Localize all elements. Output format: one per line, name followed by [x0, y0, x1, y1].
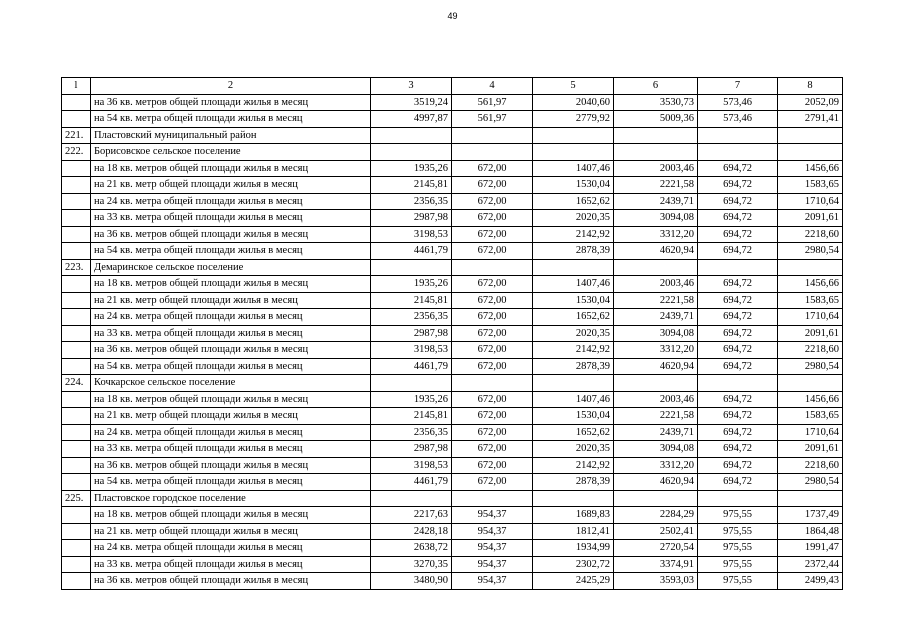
row-label-cell: на 24 кв. метра общей площади жилья в месяц [91, 540, 371, 557]
value-cell-col-5: 2302,72 [533, 556, 614, 573]
table-row [62, 193, 843, 210]
row-label-cell: Борисовское сельское поселение [91, 144, 371, 161]
value-cell-col-5: 2040,60 [533, 94, 614, 111]
value-cell-col-4: 672,00 [452, 342, 533, 359]
value-cell-col-5: 2020,35 [533, 441, 614, 458]
row-label-cell: на 36 кв. метров общей площади жилья в месяц [91, 94, 371, 111]
table-row [62, 424, 843, 441]
value-cell-col-8: 2980,54 [778, 474, 843, 491]
value-cell-col-7 [698, 259, 778, 276]
value-cell-col-3: 3198,53 [371, 342, 452, 359]
table-row [62, 540, 843, 557]
row-number-cell [62, 391, 91, 408]
value-cell-col-5: 1652,62 [533, 309, 614, 326]
row-number-cell [62, 457, 91, 474]
value-cell-col-7: 975,55 [698, 507, 778, 524]
row-label-cell: на 21 кв. метр общей площади жилья в месяц [91, 408, 371, 425]
value-cell-col-7: 975,55 [698, 556, 778, 573]
value-cell-col-4: 672,00 [452, 457, 533, 474]
value-cell-col-8: 2091,61 [778, 210, 843, 227]
value-cell-col-8 [778, 490, 843, 507]
value-cell-col-4: 672,00 [452, 408, 533, 425]
value-cell-col-4: 672,00 [452, 276, 533, 293]
row-number-cell [62, 424, 91, 441]
row-number-cell [62, 243, 91, 260]
table-row [62, 111, 843, 128]
value-cell-col-7 [698, 490, 778, 507]
value-cell-col-4: 672,00 [452, 441, 533, 458]
row-number-cell [62, 94, 91, 111]
row-label-cell: на 24 кв. метра общей площади жилья в месяц [91, 309, 371, 326]
value-cell-col-5: 1689,83 [533, 507, 614, 524]
table-row [62, 441, 843, 458]
value-cell-col-8: 2218,60 [778, 342, 843, 359]
value-cell-col-6 [614, 127, 698, 144]
value-cell-col-5: 2142,92 [533, 457, 614, 474]
value-cell-col-5: 2142,92 [533, 342, 614, 359]
table-row [62, 309, 843, 326]
value-cell-col-6: 5009,36 [614, 111, 698, 128]
value-cell-col-5: 2425,29 [533, 573, 614, 590]
table-row [62, 177, 843, 194]
row-label-cell: на 24 кв. метра общей площади жилья в месяц [91, 193, 371, 210]
row-number-cell [62, 408, 91, 425]
row-label-cell: на 18 кв. метров общей площади жилья в месяц [91, 276, 371, 293]
section-row [62, 127, 843, 144]
value-cell-col-8: 2218,60 [778, 226, 843, 243]
row-number-cell [62, 160, 91, 177]
table-row [62, 358, 843, 375]
value-cell-col-3: 2987,98 [371, 325, 452, 342]
table-row [62, 243, 843, 260]
table-row [62, 292, 843, 309]
value-cell-col-4: 672,00 [452, 243, 533, 260]
value-cell-col-8: 2218,60 [778, 457, 843, 474]
row-number-cell [62, 292, 91, 309]
row-number-cell [62, 111, 91, 128]
value-cell-col-6: 3593,03 [614, 573, 698, 590]
value-cell-col-4: 954,37 [452, 573, 533, 590]
column-header-3: 3 [371, 78, 452, 95]
value-cell-col-8: 1583,65 [778, 408, 843, 425]
value-cell-col-7: 694,72 [698, 325, 778, 342]
value-cell-col-4: 672,00 [452, 177, 533, 194]
value-cell-col-3: 3198,53 [371, 226, 452, 243]
row-label-cell: на 33 кв. метра общей площади жилья в месяц [91, 441, 371, 458]
value-cell-col-5: 2020,35 [533, 325, 614, 342]
section-row [62, 259, 843, 276]
value-cell-col-3 [371, 490, 452, 507]
table-row [62, 342, 843, 359]
value-cell-col-4 [452, 127, 533, 144]
value-cell-col-7: 694,72 [698, 226, 778, 243]
value-cell-col-6: 3094,08 [614, 441, 698, 458]
value-cell-col-7: 694,72 [698, 160, 778, 177]
value-cell-col-3 [371, 375, 452, 392]
table-row [62, 160, 843, 177]
value-cell-col-7: 694,72 [698, 210, 778, 227]
value-cell-col-4: 954,37 [452, 523, 533, 540]
value-cell-col-7: 694,72 [698, 441, 778, 458]
value-cell-col-4: 672,00 [452, 292, 533, 309]
value-cell-col-5: 2878,39 [533, 358, 614, 375]
row-number-cell [62, 210, 91, 227]
value-cell-col-5: 2779,92 [533, 111, 614, 128]
value-cell-col-8: 2052,09 [778, 94, 843, 111]
value-cell-col-6: 2720,54 [614, 540, 698, 557]
value-cell-col-6: 2439,71 [614, 309, 698, 326]
value-cell-col-5 [533, 490, 614, 507]
value-cell-col-3: 1935,26 [371, 160, 452, 177]
value-cell-col-3: 2145,81 [371, 408, 452, 425]
row-label-cell: на 36 кв. метров общей площади жилья в месяц [91, 226, 371, 243]
value-cell-col-8 [778, 375, 843, 392]
value-cell-col-7: 694,72 [698, 474, 778, 491]
row-label-cell: Демаринское сельское поселение [91, 259, 371, 276]
value-cell-col-3: 2217,63 [371, 507, 452, 524]
table-row [62, 391, 843, 408]
value-cell-col-6: 2284,29 [614, 507, 698, 524]
row-number-cell [62, 507, 91, 524]
value-cell-col-3 [371, 259, 452, 276]
value-cell-col-8 [778, 259, 843, 276]
value-cell-col-5: 1812,41 [533, 523, 614, 540]
table-row [62, 94, 843, 111]
value-cell-col-6: 3374,91 [614, 556, 698, 573]
value-cell-col-3: 3480,90 [371, 573, 452, 590]
row-label-cell: на 36 кв. метров общей площади жилья в месяц [91, 573, 371, 590]
row-label-cell: на 54 кв. метра общей площади жилья в месяц [91, 243, 371, 260]
value-cell-col-5 [533, 375, 614, 392]
value-cell-col-6: 2003,46 [614, 160, 698, 177]
row-number-cell [62, 556, 91, 573]
value-cell-col-6: 2221,58 [614, 177, 698, 194]
value-cell-col-8: 1583,65 [778, 177, 843, 194]
row-label-cell: на 54 кв. метра общей площади жилья в месяц [91, 111, 371, 128]
value-cell-col-3: 4461,79 [371, 474, 452, 491]
row-number-cell [62, 226, 91, 243]
value-cell-col-6 [614, 259, 698, 276]
value-cell-col-7: 694,72 [698, 408, 778, 425]
value-cell-col-5: 1934,99 [533, 540, 614, 557]
table-row [62, 276, 843, 293]
row-number-cell: 223. [62, 259, 91, 276]
value-cell-col-3: 1935,26 [371, 276, 452, 293]
row-number-cell [62, 358, 91, 375]
table-row [62, 474, 843, 491]
value-cell-col-5 [533, 259, 614, 276]
value-cell-col-6: 3094,08 [614, 325, 698, 342]
table-header [62, 78, 843, 95]
value-cell-col-7: 694,72 [698, 424, 778, 441]
value-cell-col-4: 561,97 [452, 94, 533, 111]
table-header-row [62, 78, 843, 95]
row-number-cell [62, 325, 91, 342]
row-number-cell [62, 177, 91, 194]
value-cell-col-3 [371, 127, 452, 144]
value-cell-col-8: 2091,61 [778, 441, 843, 458]
value-cell-col-7: 694,72 [698, 177, 778, 194]
row-label-cell: на 36 кв. метров общей площади жилья в месяц [91, 342, 371, 359]
value-cell-col-8: 1991,47 [778, 540, 843, 557]
value-cell-col-6 [614, 490, 698, 507]
row-label-cell: на 33 кв. метра общей площади жилья в месяц [91, 210, 371, 227]
table-row [62, 325, 843, 342]
row-number-cell [62, 193, 91, 210]
value-cell-col-4: 672,00 [452, 226, 533, 243]
rates-table [61, 77, 843, 590]
row-label-cell: Пластовское городское поселение [91, 490, 371, 507]
value-cell-col-7 [698, 144, 778, 161]
value-cell-col-5: 1530,04 [533, 292, 614, 309]
value-cell-col-5: 1530,04 [533, 177, 614, 194]
value-cell-col-7: 975,55 [698, 573, 778, 590]
row-number-cell: 222. [62, 144, 91, 161]
value-cell-col-7: 573,46 [698, 111, 778, 128]
value-cell-col-5: 1652,62 [533, 193, 614, 210]
value-cell-col-4: 561,97 [452, 111, 533, 128]
value-cell-col-8: 1710,64 [778, 309, 843, 326]
value-cell-col-7: 694,72 [698, 457, 778, 474]
value-cell-col-7: 573,46 [698, 94, 778, 111]
value-cell-col-6: 2439,71 [614, 193, 698, 210]
value-cell-col-6: 2439,71 [614, 424, 698, 441]
value-cell-col-6: 2221,58 [614, 408, 698, 425]
value-cell-col-7: 694,72 [698, 292, 778, 309]
value-cell-col-3: 3198,53 [371, 457, 452, 474]
value-cell-col-4 [452, 144, 533, 161]
row-label-cell: на 21 кв. метр общей площади жилья в месяц [91, 177, 371, 194]
value-cell-col-3: 4997,87 [371, 111, 452, 128]
table-row [62, 573, 843, 590]
value-cell-col-6: 3312,20 [614, 226, 698, 243]
value-cell-col-3: 2145,81 [371, 177, 452, 194]
value-cell-col-6: 2221,58 [614, 292, 698, 309]
row-label-cell: Кочкарское сельское поселение [91, 375, 371, 392]
value-cell-col-8 [778, 127, 843, 144]
row-label-cell: на 33 кв. метра общей площади жилья в месяц [91, 556, 371, 573]
value-cell-col-5: 1407,46 [533, 160, 614, 177]
row-label-cell: на 33 кв. метра общей площади жилья в месяц [91, 325, 371, 342]
value-cell-col-3: 2356,35 [371, 424, 452, 441]
value-cell-col-7: 975,55 [698, 523, 778, 540]
value-cell-col-5 [533, 127, 614, 144]
row-label-cell: на 54 кв. метра общей площади жилья в месяц [91, 474, 371, 491]
value-cell-col-3: 4461,79 [371, 243, 452, 260]
value-cell-col-8: 1456,66 [778, 391, 843, 408]
section-row [62, 490, 843, 507]
value-cell-col-4: 672,00 [452, 325, 533, 342]
value-cell-col-4: 672,00 [452, 391, 533, 408]
column-header-7: 7 [698, 78, 778, 95]
table-row [62, 210, 843, 227]
value-cell-col-8: 1456,66 [778, 160, 843, 177]
value-cell-col-7: 694,72 [698, 243, 778, 260]
value-cell-col-3: 2428,18 [371, 523, 452, 540]
value-cell-col-8: 1710,64 [778, 424, 843, 441]
row-label-cell: на 21 кв. метр общей площади жилья в месяц [91, 523, 371, 540]
page-number: 49 [447, 11, 458, 21]
value-cell-col-6: 2003,46 [614, 276, 698, 293]
row-number-cell [62, 474, 91, 491]
value-cell-col-7: 694,72 [698, 358, 778, 375]
value-cell-col-6: 3312,20 [614, 342, 698, 359]
value-cell-col-4 [452, 259, 533, 276]
value-cell-col-8: 1710,64 [778, 193, 843, 210]
value-cell-col-6: 3530,73 [614, 94, 698, 111]
value-cell-col-3: 2638,72 [371, 540, 452, 557]
value-cell-col-8: 2091,61 [778, 325, 843, 342]
value-cell-col-8: 2372,44 [778, 556, 843, 573]
value-cell-col-7: 694,72 [698, 276, 778, 293]
value-cell-col-6 [614, 375, 698, 392]
value-cell-col-3: 2145,81 [371, 292, 452, 309]
value-cell-col-3: 3519,24 [371, 94, 452, 111]
value-cell-col-4 [452, 490, 533, 507]
row-label-cell: на 18 кв. метров общей площади жилья в месяц [91, 507, 371, 524]
value-cell-col-3: 4461,79 [371, 358, 452, 375]
value-cell-col-5: 1530,04 [533, 408, 614, 425]
column-header-6: 6 [614, 78, 698, 95]
value-cell-col-8: 1583,65 [778, 292, 843, 309]
value-cell-col-5: 2020,35 [533, 210, 614, 227]
table-row [62, 457, 843, 474]
table-row [62, 408, 843, 425]
value-cell-col-7 [698, 127, 778, 144]
value-cell-col-6 [614, 144, 698, 161]
value-cell-col-6: 4620,94 [614, 243, 698, 260]
value-cell-col-8: 2499,43 [778, 573, 843, 590]
value-cell-col-4: 672,00 [452, 309, 533, 326]
value-cell-col-4: 954,37 [452, 556, 533, 573]
value-cell-col-5: 1407,46 [533, 391, 614, 408]
value-cell-col-6: 4620,94 [614, 474, 698, 491]
row-label-cell: на 54 кв. метра общей площади жилья в месяц [91, 358, 371, 375]
value-cell-col-8 [778, 144, 843, 161]
value-cell-col-6: 3094,08 [614, 210, 698, 227]
value-cell-col-3: 2987,98 [371, 210, 452, 227]
value-cell-col-4: 672,00 [452, 160, 533, 177]
value-cell-col-3: 1935,26 [371, 391, 452, 408]
value-cell-col-8: 1864,48 [778, 523, 843, 540]
value-cell-col-6: 2003,46 [614, 391, 698, 408]
column-header-4: 4 [452, 78, 533, 95]
value-cell-col-7: 694,72 [698, 391, 778, 408]
value-cell-col-8: 2791,41 [778, 111, 843, 128]
value-cell-col-4 [452, 375, 533, 392]
row-label-cell: Пластовский муниципальный район [91, 127, 371, 144]
value-cell-col-8: 1456,66 [778, 276, 843, 293]
value-cell-col-4: 672,00 [452, 193, 533, 210]
value-cell-col-3: 2356,35 [371, 309, 452, 326]
value-cell-col-5: 2878,39 [533, 474, 614, 491]
row-number-cell [62, 523, 91, 540]
value-cell-col-7 [698, 375, 778, 392]
column-header-8: 8 [778, 78, 843, 95]
value-cell-col-4: 672,00 [452, 358, 533, 375]
section-row [62, 375, 843, 392]
row-number-cell: 224. [62, 375, 91, 392]
table-body [62, 94, 843, 589]
value-cell-col-7: 694,72 [698, 342, 778, 359]
value-cell-col-5: 1407,46 [533, 276, 614, 293]
section-row [62, 144, 843, 161]
value-cell-col-3: 2356,35 [371, 193, 452, 210]
row-label-cell: на 18 кв. метров общей площади жилья в месяц [91, 391, 371, 408]
row-label-cell: на 36 кв. метров общей площади жилья в месяц [91, 457, 371, 474]
value-cell-col-4: 672,00 [452, 210, 533, 227]
row-number-cell: 221. [62, 127, 91, 144]
value-cell-col-3: 3270,35 [371, 556, 452, 573]
table-row [62, 523, 843, 540]
value-cell-col-5: 2878,39 [533, 243, 614, 260]
row-number-cell [62, 309, 91, 326]
value-cell-col-3 [371, 144, 452, 161]
value-cell-col-8: 2980,54 [778, 358, 843, 375]
column-header-5: 5 [533, 78, 614, 95]
row-number-cell [62, 441, 91, 458]
value-cell-col-4: 954,37 [452, 540, 533, 557]
value-cell-col-7: 694,72 [698, 193, 778, 210]
value-cell-col-8: 2980,54 [778, 243, 843, 260]
column-header-1: l [62, 78, 91, 95]
table-row [62, 507, 843, 524]
row-number-cell [62, 342, 91, 359]
value-cell-col-6: 4620,94 [614, 358, 698, 375]
value-cell-col-5: 1652,62 [533, 424, 614, 441]
value-cell-col-4: 954,37 [452, 507, 533, 524]
row-number-cell [62, 573, 91, 590]
table-row [62, 556, 843, 573]
row-number-cell [62, 540, 91, 557]
value-cell-col-6: 3312,20 [614, 457, 698, 474]
value-cell-col-4: 672,00 [452, 474, 533, 491]
table-row [62, 226, 843, 243]
row-number-cell [62, 276, 91, 293]
value-cell-col-8: 1737,49 [778, 507, 843, 524]
value-cell-col-7: 694,72 [698, 309, 778, 326]
value-cell-col-3: 2987,98 [371, 441, 452, 458]
value-cell-col-7: 975,55 [698, 540, 778, 557]
row-label-cell: на 24 кв. метра общей площади жилья в месяц [91, 424, 371, 441]
column-header-2: 2 [91, 78, 371, 95]
row-number-cell: 225. [62, 490, 91, 507]
value-cell-col-5 [533, 144, 614, 161]
value-cell-col-4: 672,00 [452, 424, 533, 441]
value-cell-col-5: 2142,92 [533, 226, 614, 243]
row-label-cell: на 21 кв. метр общей площади жилья в месяц [91, 292, 371, 309]
row-label-cell: на 18 кв. метров общей площади жилья в месяц [91, 160, 371, 177]
value-cell-col-6: 2502,41 [614, 523, 698, 540]
